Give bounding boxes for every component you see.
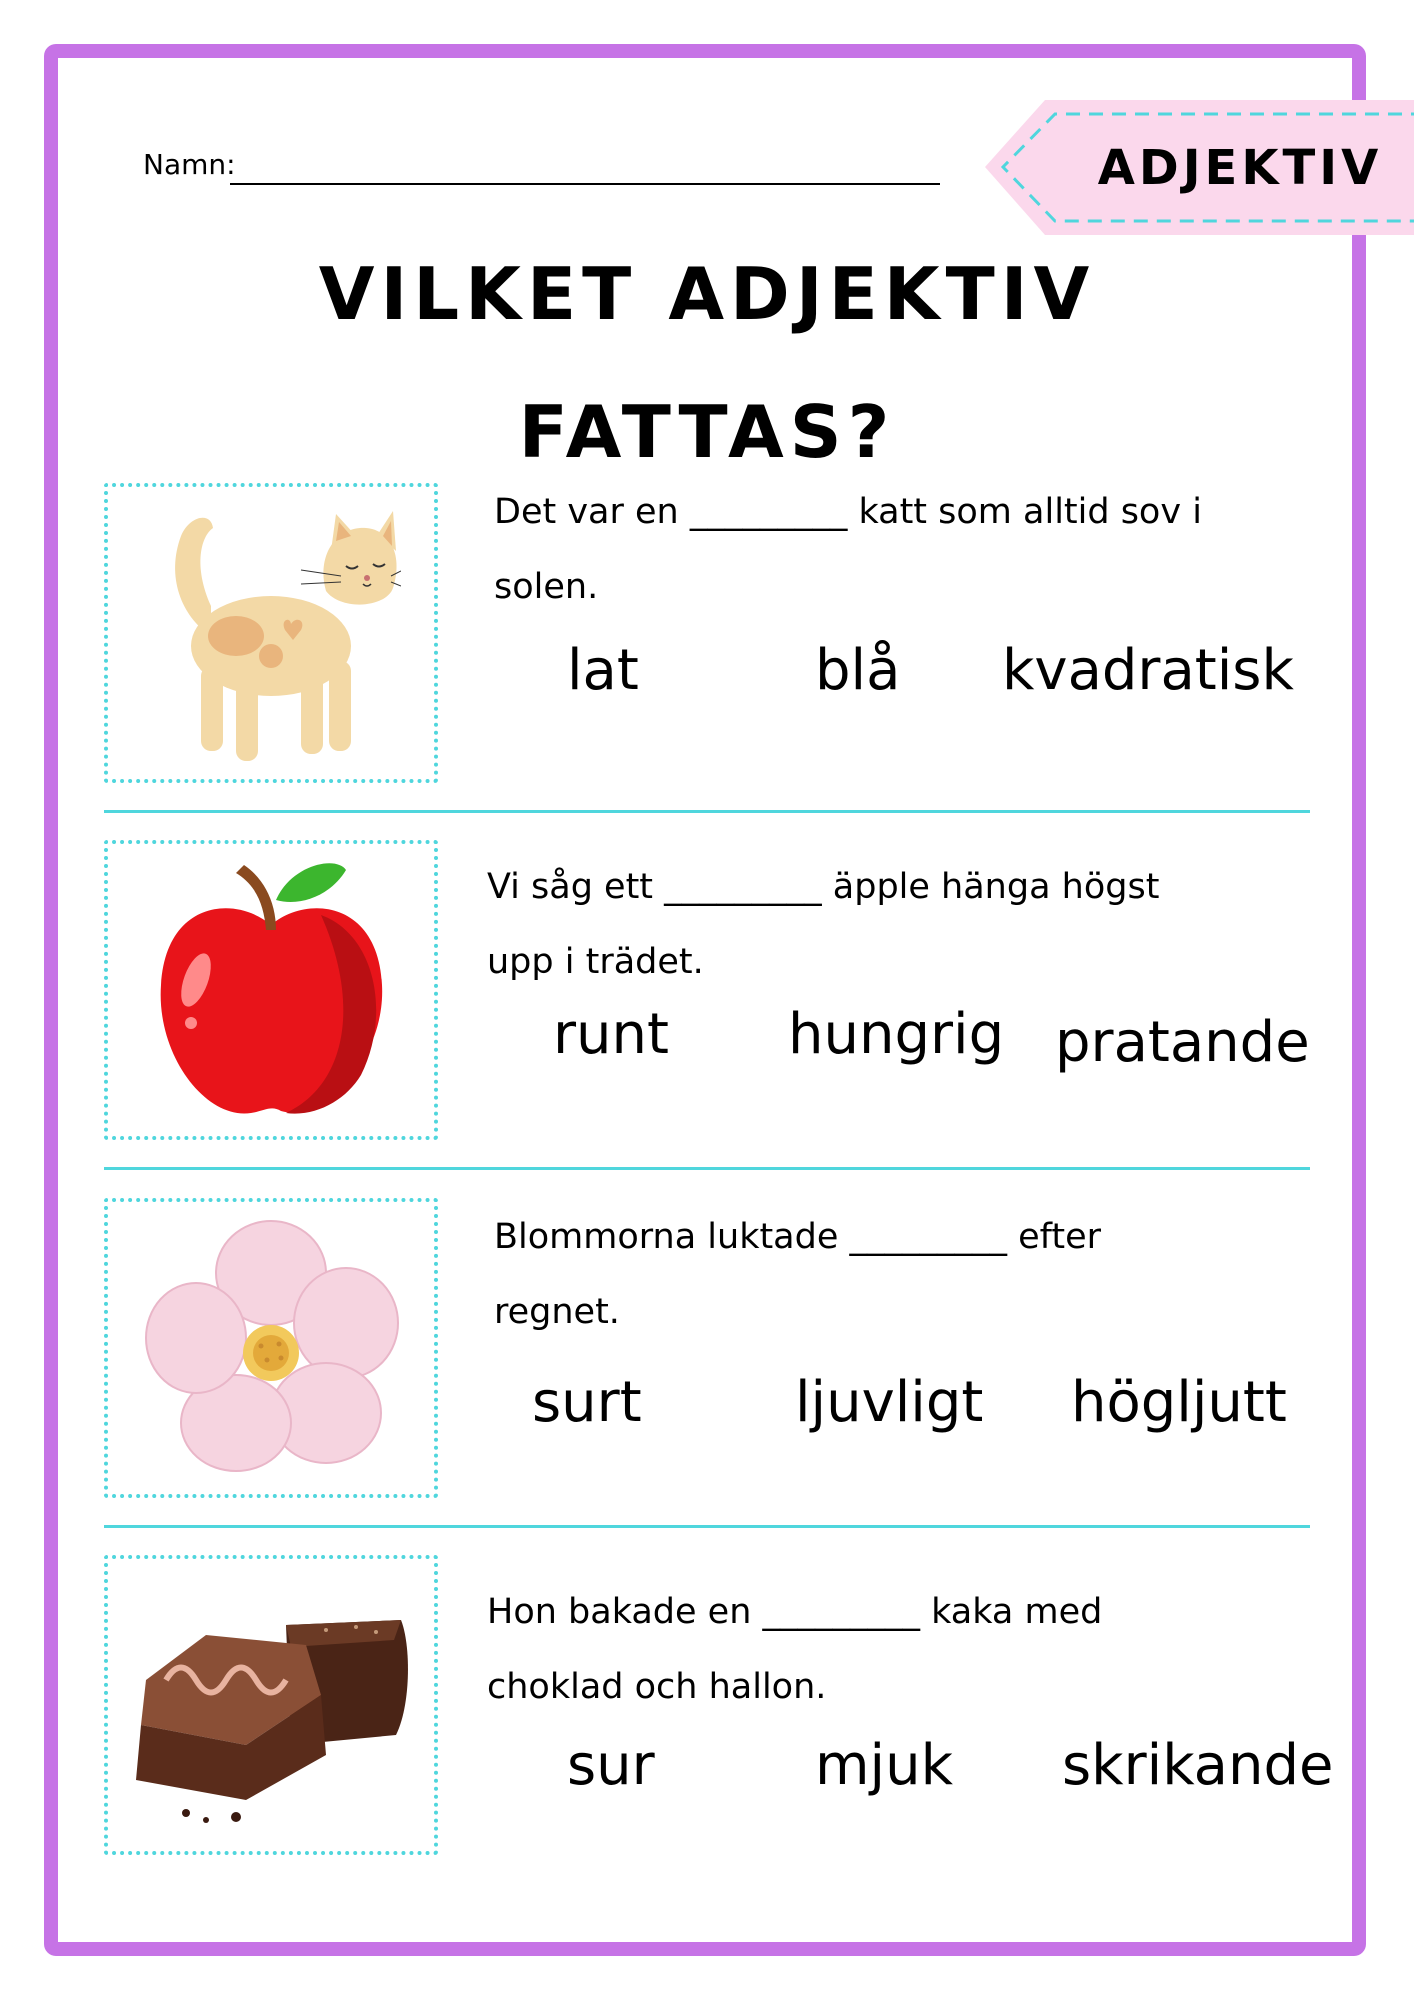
page-title [200, 225, 1214, 501]
exercise-2-sentence [487, 850, 1287, 1000]
exercise-3-sentence [494, 1200, 1294, 1350]
cake-icon [126, 1585, 416, 1825]
cat-icon [141, 496, 401, 771]
section-divider [104, 1167, 1310, 1170]
exercise-2-sentence-line-2: upp i trädet. [487, 942, 704, 982]
name-input-line[interactable] [230, 183, 940, 185]
exercise-2-option-1[interactable]: runt [553, 1002, 669, 1067]
exercise-4-image-box [104, 1555, 438, 1855]
exercise-2-image-box [104, 840, 438, 1140]
exercise-3-option-2[interactable]: ljuvligt [795, 1370, 984, 1435]
exercise-2-sentence-line-1: Vi såg ett _________ äpple hänga högst [487, 867, 1160, 907]
exercise-4-sentence [487, 1575, 1287, 1725]
topic-tag-label: ADJEKTIV [1097, 140, 1383, 196]
exercise-1-option-2[interactable]: blå [815, 638, 901, 703]
page-title-line-1: VILKET ADJEKTIV [318, 252, 1096, 336]
exercise-3-image-box [104, 1198, 438, 1498]
page-title-line-2: FATTAS? [518, 390, 896, 474]
section-divider [104, 1525, 1310, 1528]
exercise-1-sentence-line-1: Det var en _________ katt som alltid sov i [494, 492, 1202, 532]
section-divider [104, 810, 1310, 813]
exercise-4-sentence-line-2: choklad och hallon. [487, 1667, 827, 1707]
exercise-1-sentence-line-2: solen. [494, 567, 599, 607]
exercise-1-option-3[interactable]: kvadratisk [1002, 638, 1294, 703]
exercise-3-option-3[interactable]: högljutt [1071, 1370, 1287, 1435]
exercise-4-option-2[interactable]: mjuk [815, 1733, 954, 1798]
exercise-4-sentence-line-1: Hon bakade en _________ kaka med [487, 1592, 1103, 1632]
exercise-3-sentence-line-1: Blommorna luktade _________ efter [494, 1217, 1102, 1257]
flower-icon [141, 1218, 401, 1478]
apple-icon [146, 855, 396, 1125]
exercise-4-option-3[interactable]: skrikande [1062, 1733, 1334, 1798]
exercise-1-image-box [104, 483, 438, 783]
name-label: Namn: [143, 148, 236, 181]
exercise-2-option-3[interactable]: pratande [1055, 1010, 1310, 1075]
exercise-1-option-1[interactable]: lat [567, 638, 639, 703]
exercise-2-option-2[interactable]: hungrig [788, 1002, 1005, 1067]
exercise-4-option-1[interactable]: sur [567, 1733, 655, 1798]
exercise-3-sentence-line-2: regnet. [494, 1292, 620, 1332]
exercise-3-option-1[interactable]: surt [532, 1370, 642, 1435]
exercise-1-sentence [494, 475, 1294, 625]
